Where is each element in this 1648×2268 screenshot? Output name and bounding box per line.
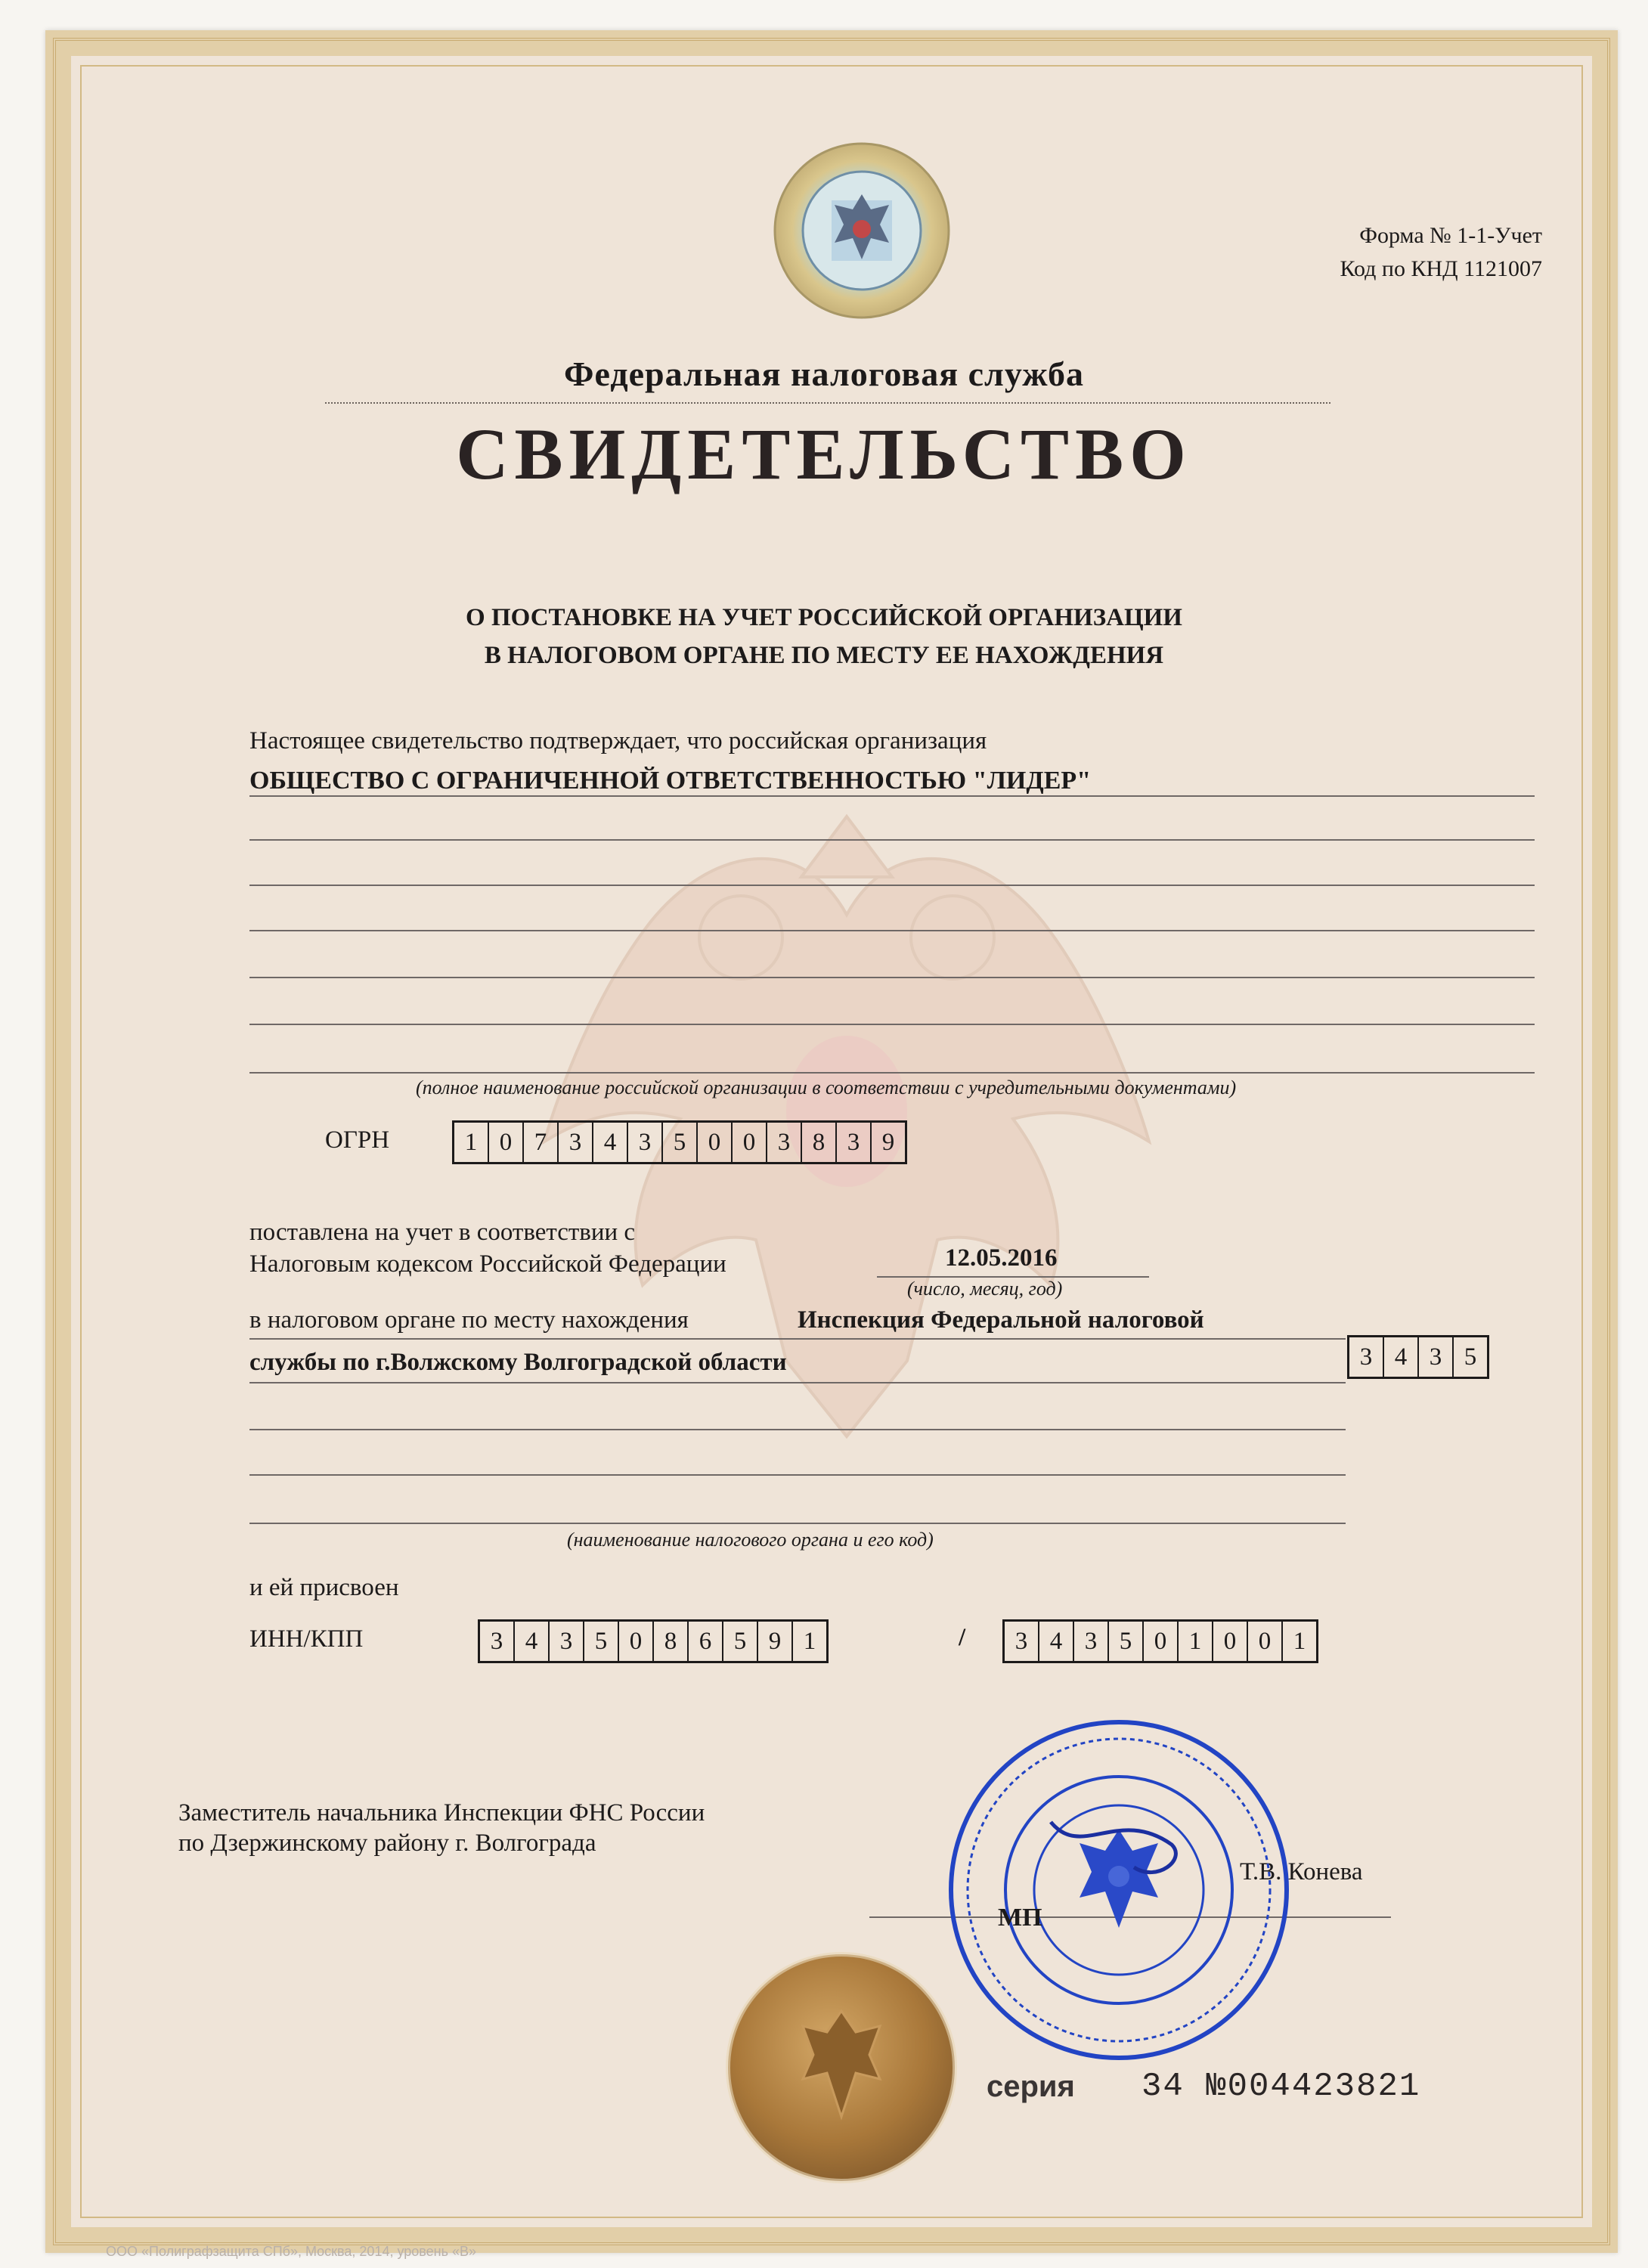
org-line [249,1072,1535,1074]
authority-code-digit: 5 [1464,1343,1477,1371]
inn-digit: 0 [619,1622,654,1661]
tax-authority-prefix: в налоговом органе по месту нахождения [249,1306,689,1334]
authority-line [249,1429,1346,1430]
organization-name: ОБЩЕСТВО С ОГРАНИЧЕННОЙ ОТВЕТСТВЕННОСТЬЮ "ЛИДЕР" [249,767,1092,795]
document-title: СВИДЕТЕЛЬСТВО [456,414,1192,494]
org-line [249,930,1535,931]
authority-code-digit: 3 [1419,1337,1454,1377]
kpp-digit: 0 [1248,1622,1283,1661]
ogrn-digit: 9 [881,1128,895,1156]
ogrn-digit: 0 [489,1123,524,1162]
ogrn-digit: 5 [663,1123,698,1162]
inn-digit: 3 [480,1622,515,1661]
ogrn-label: ОГРН [325,1126,390,1154]
ogrn-digit: 3 [767,1123,802,1162]
ogrn-digit: 1 [454,1123,489,1162]
kpp-digit: 0 [1213,1622,1248,1661]
subtitle-line-2: В НАЛОГОВОМ ОРГАНЕ ПО МЕСТУ ЕЕ НАХОЖДЕНИЯ [484,642,1164,669]
inn-digit: 5 [584,1622,619,1661]
hologram-emblem-icon [771,140,953,321]
org-line [249,977,1535,978]
serial-label: серия [987,2070,1075,2103]
kpp-digit: 5 [1109,1622,1144,1661]
kpp-digit: 1 [1179,1622,1213,1661]
form-number-block [1240,219,1542,286]
registration-date: 12.05.2016 [945,1244,1058,1272]
inn-digit: 1 [803,1627,816,1655]
inn-kpp-separator: / [959,1624,966,1651]
assigned-text: и ей присвоен [249,1574,399,1601]
form-number: Форма № 1-1-Учет [1359,223,1542,248]
tax-authority-name-2: службы по г.Волжскому Волгоградской области [249,1349,787,1376]
authority-caption: (наименование налогового органа и его код) [567,1529,934,1551]
ogrn-digit: 3 [837,1123,872,1162]
org-caption: (полное наименование российской организации в соответствии с учредительными документами) [416,1077,1237,1098]
kpp-digit: 0 [1144,1622,1179,1661]
authority-line [249,1382,1346,1383]
tax-authority-code-boxes [1347,1335,1489,1379]
ogrn-digit: 8 [802,1123,837,1162]
mp-mark: МП [998,1904,1042,1932]
agency-rule [325,402,1330,404]
authority-line [249,1474,1346,1476]
printer-note: ООО «Полиграфзащита СПб», Москва, 2014, уровень «В» [106,2244,476,2259]
ogrn-digit: 4 [593,1123,628,1162]
inn-digit: 3 [550,1622,584,1661]
authority-code-digit: 3 [1349,1337,1384,1377]
intro-text: Настоящее свидетельство подтверждает, что российская организация [249,727,987,754]
kpp-digit: 4 [1039,1622,1074,1661]
official-stamp-icon [945,1716,1293,2064]
gold-seal-icon [724,1950,959,2185]
ogrn-digit: 3 [628,1123,663,1162]
registration-line-2: Налоговым кодексом Российской Федерации [249,1250,726,1278]
ogrn-digit: 7 [524,1123,559,1162]
ogrn-boxes [452,1120,907,1164]
kpp-digit: 3 [1005,1622,1039,1661]
inn-digit: 5 [723,1622,758,1661]
serial-number: 34 №004423821 [1142,2068,1421,2105]
inn-digit: 8 [654,1622,689,1661]
kpp-boxes [1002,1619,1318,1663]
inn-boxes [478,1619,829,1663]
signatory-name: Т.В. Конева [1240,1858,1363,1885]
inn-digit: 4 [515,1622,550,1661]
org-line [249,1024,1535,1025]
document-subtitle [0,599,1648,674]
inn-digit: 6 [689,1622,723,1661]
inn-digit: 9 [758,1622,793,1661]
org-line [249,839,1535,841]
org-line [249,795,1535,797]
subtitle-line-1: О ПОСТАНОВКЕ НА УЧЕТ РОССИЙСКОЙ ОРГАНИЗАЦИИ [466,604,1182,631]
ogrn-digit: 0 [733,1123,767,1162]
kpp-digit: 1 [1293,1627,1306,1655]
agency-name: Федеральная налоговая служба [564,355,1084,393]
inn-kpp-label: ИНН/КПП [249,1625,364,1653]
knd-code: Код по КНД 1121007 [1340,256,1542,281]
signatory-position-1: Заместитель начальника Инспекции ФНС России [178,1799,705,1826]
registration-line-1: поставлена на учет в соответствии с [249,1219,636,1246]
date-caption: (число, месяц, год) [907,1278,1063,1300]
ogrn-digit: 3 [559,1123,593,1162]
signatory-position-2: по Дзержинскому району г. Волгограда [178,1830,596,1857]
tax-authority-name-1: Инспекция Федеральной налоговой [798,1306,1204,1334]
authority-code-digit: 4 [1384,1337,1419,1377]
kpp-digit: 3 [1074,1622,1109,1661]
org-line [249,885,1535,886]
ogrn-digit: 0 [698,1123,733,1162]
authority-line [249,1338,1346,1340]
authority-line [249,1523,1346,1524]
